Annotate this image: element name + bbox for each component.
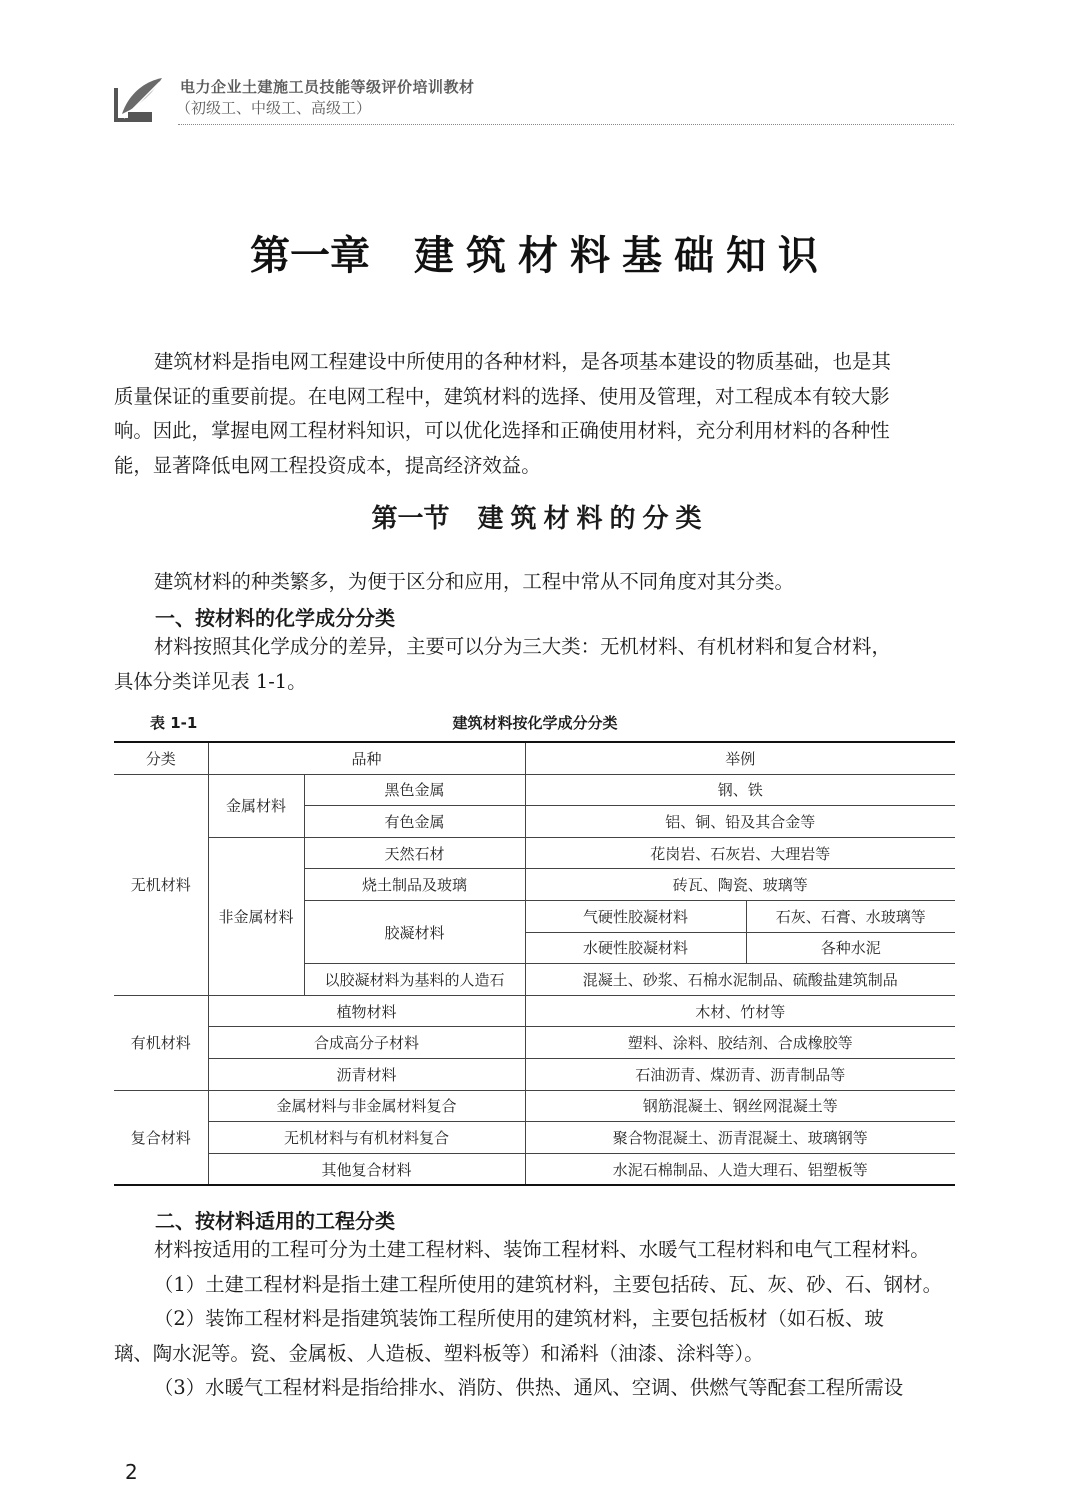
section-intro-line: 建筑材料的种类繁多，为便于区分和应用，工程中常从不同角度对其分类。 — [154, 570, 794, 593]
example-cell: 聚合物混凝土、沥青混凝土、玻璃钢等 — [525, 1122, 955, 1154]
binder-type-cell: 气硬性胶凝材料 — [525, 900, 746, 932]
table-row — [114, 1122, 955, 1154]
chemical-line: 材料按照其化学成分的差异，主要可以分为三大类：无机材料、有机材料和复合材料， — [154, 635, 891, 658]
section-name: 建筑材料的分类 — [477, 504, 709, 534]
list-item: （3）水暖气工程材料是指给排水、消防、供热、通风、空调、供燃气等配套工程所需设 — [154, 1376, 904, 1399]
table-row — [114, 837, 955, 869]
example-cell: 木材、竹材等 — [525, 995, 955, 1027]
variety-cell: 沥青材料 — [208, 1058, 525, 1090]
table-row — [114, 1090, 955, 1122]
intro-paragraph — [114, 345, 956, 483]
example-cell: 花岗岩、石灰岩、大理岩等 — [525, 837, 955, 869]
intro-line: 响。因此，掌握电网工程材料知识，可以优化选择和正确使用材料，充分利用材料的各种性 — [114, 419, 890, 442]
section-title — [0, 498, 1080, 535]
book-title: 电力企业土建施工员技能等级评价培训教材 — [180, 78, 475, 96]
quill-logo-icon — [112, 74, 164, 126]
example-cell: 各种水泥 — [746, 932, 955, 964]
table-title: 建筑材料按化学成分分类 — [452, 714, 618, 732]
table-row — [114, 774, 955, 806]
variety-cell: 植物材料 — [208, 995, 525, 1027]
intro-line: 质量保证的重要前提。在电网工程中，建筑材料的选择、使用及管理，对工程成本有较大影 — [114, 384, 890, 408]
table-row — [114, 995, 955, 1027]
header-divider — [178, 124, 954, 125]
variety-cell: 其他复合材料 — [208, 1153, 525, 1185]
chapter-number: 第一章 — [250, 233, 370, 279]
variety-cell: 烧土制品及玻璃 — [304, 869, 525, 901]
list-item-continuation: 璃、陶水泥等。瓷、金属板、人造板、塑料板等）和浠料（油漆、涂料等）。 — [114, 1341, 764, 1365]
engineering-paragraph — [114, 1233, 956, 1406]
subheading-engineering: 二、按材料适用的工程分类 — [155, 1209, 395, 1233]
example-cell: 砖瓦、陶瓷、玻璃等 — [525, 869, 955, 901]
variety-cell: 合成高分子材料 — [208, 1027, 525, 1059]
example-cell: 钢、铁 — [525, 774, 955, 806]
variety-cell: 天然石材 — [304, 837, 525, 869]
page-number: 2 — [125, 1460, 138, 1484]
variety-cell: 金属材料与非金属材料复合 — [208, 1090, 525, 1122]
binder-type-cell: 水硬性胶凝材料 — [525, 932, 746, 964]
table-row — [114, 1027, 955, 1059]
example-cell: 水泥石棉制品、人造大理石、铝塑板等 — [525, 1153, 955, 1185]
variety-cell: 黑色金属 — [304, 774, 525, 806]
subheading-chemical: 一、按材料的化学成分分类 — [155, 606, 395, 630]
section-intro — [114, 565, 956, 600]
book-subtitle: （初级工、中级工、高级工） — [176, 99, 372, 117]
chemical-line: 具体分类详见表 1-1。 — [114, 669, 307, 693]
engineering-line: 材料按适用的工程可分为土建工程材料、装饰工程材料、水暖气工程材料和电气工程材料。 — [154, 1238, 930, 1261]
example-cell: 石油沥青、煤沥青、沥青制品等 — [525, 1058, 955, 1090]
variety-cell: 以胶凝材料为基料的人造石 — [304, 964, 525, 996]
example-cell: 塑料、涂料、胶结剂、合成橡胶等 — [525, 1027, 955, 1059]
intro-line: 能，显著降低电网工程投资成本，提高经济效益。 — [114, 453, 541, 477]
example-cell: 铝、铜、铅及其合金等 — [525, 806, 955, 838]
running-header — [112, 70, 954, 128]
section-number: 第一节 — [371, 504, 450, 534]
variety-cell: 有色金属 — [304, 806, 525, 838]
header-example: 举例 — [525, 742, 955, 774]
chapter-title — [0, 224, 1080, 281]
table-number: 表 1-1 — [150, 714, 198, 732]
intro-line: 建筑材料是指电网工程建设中所使用的各种材料，是各项基本建设的物质基础，也是其 — [154, 350, 891, 373]
group-metal: 金属材料 — [208, 774, 304, 837]
example-cell: 石灰、石膏、水玻璃等 — [746, 900, 955, 932]
variety-cell: 胶凝材料 — [304, 900, 525, 963]
header-variety: 品种 — [208, 742, 525, 774]
example-cell: 钢筋混凝土、钢丝网混凝土等 — [525, 1090, 955, 1122]
group-nonmetal: 非金属材料 — [208, 837, 304, 995]
example-cell: 混凝土、砂浆、石棉水泥制品、硫酸盐建筑制品 — [525, 964, 955, 996]
table-row — [114, 1153, 955, 1185]
category-inorganic: 无机材料 — [114, 774, 208, 995]
chemical-paragraph — [114, 630, 956, 699]
header-category: 分类 — [114, 742, 208, 774]
list-item: （2）装饰工程材料是指建筑装饰工程所使用的建筑材料，主要包括板材（如石板、玻 — [154, 1307, 884, 1330]
chapter-name: 建筑材料基础知识 — [414, 233, 830, 279]
category-organic: 有机材料 — [114, 995, 208, 1090]
table-row — [114, 1058, 955, 1090]
table-header-row — [114, 742, 955, 774]
materials-table — [114, 741, 955, 1186]
category-composite: 复合材料 — [114, 1090, 208, 1185]
variety-cell: 无机材料与有机材料复合 — [208, 1122, 525, 1154]
list-item: （1）土建工程材料是指土建工程所使用的建筑材料，主要包括砖、瓦、灰、砂、石、钢材。 — [154, 1272, 942, 1296]
